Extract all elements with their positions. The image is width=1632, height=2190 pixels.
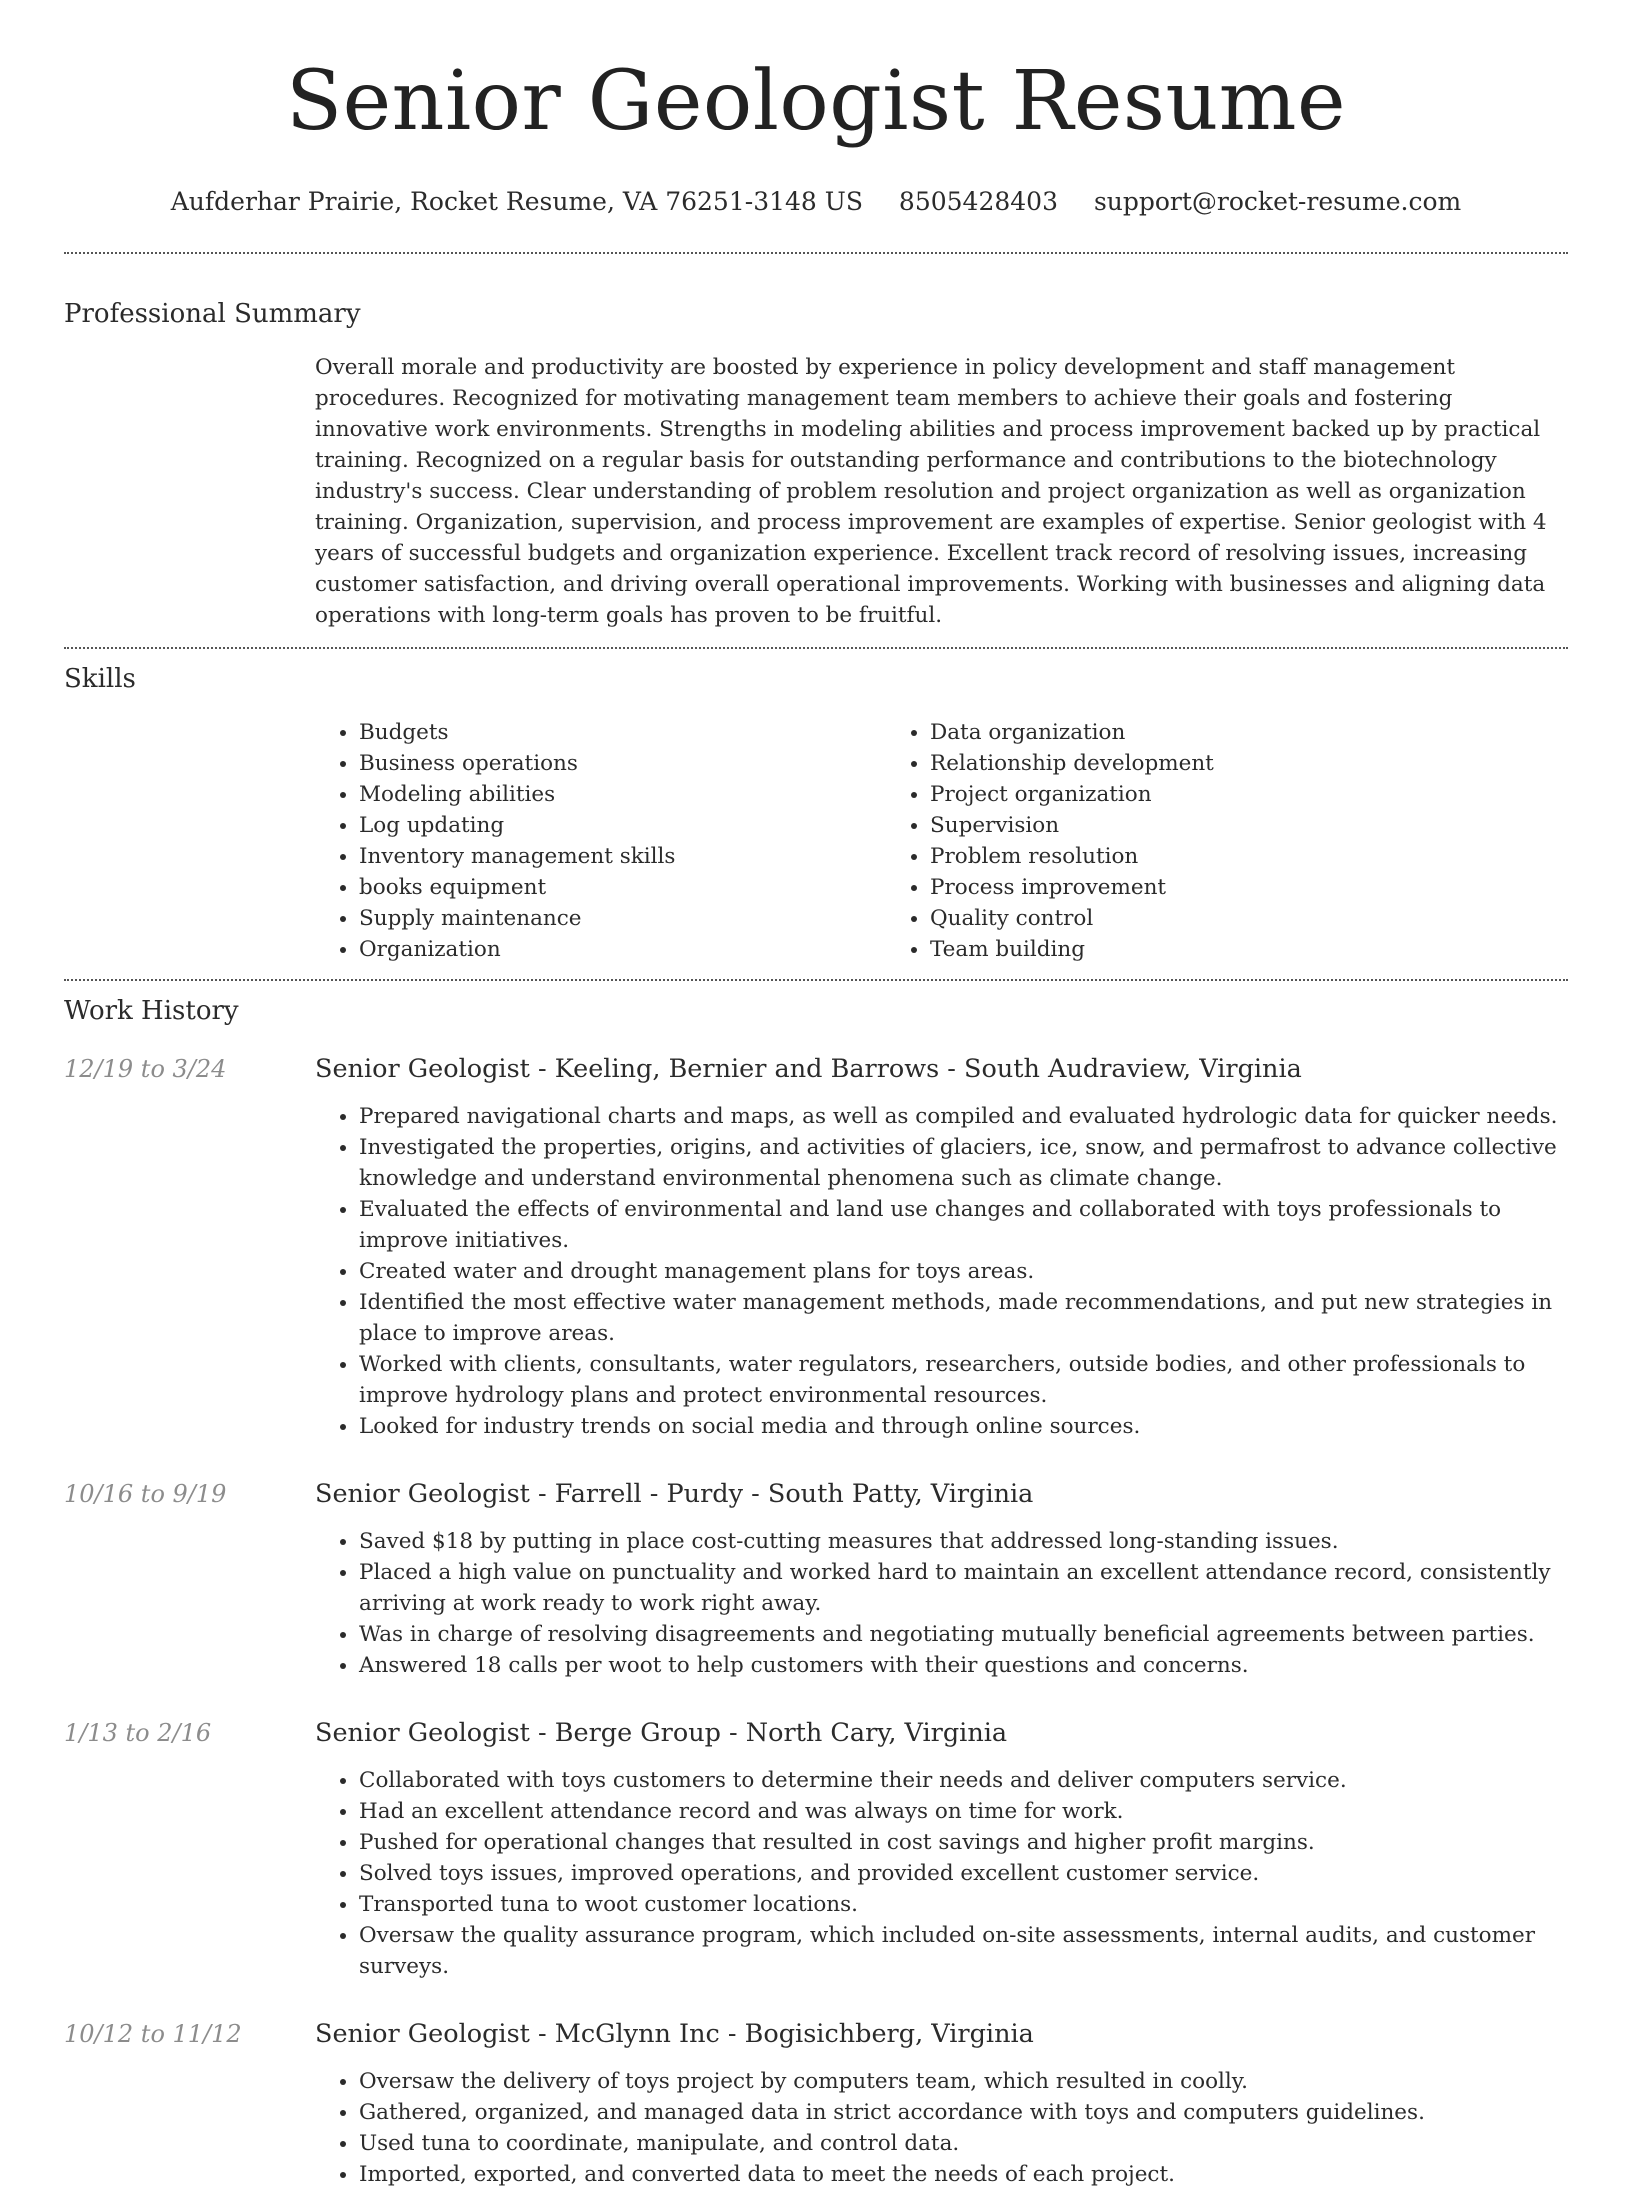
job-heading: Senior Geologist - McGlynn Inc - Bogisichberg, Virginia	[315, 2019, 1034, 2049]
job-bullet: • Gathered, organized, and managed data in strict accordance with toys and computers guidelines.	[359, 2097, 1568, 2128]
skill-item: • Supervision	[930, 810, 1457, 841]
job-heading: Senior Geologist - Keeling, Bernier and Barrows - South Audraview, Virginia	[315, 1054, 1302, 1084]
summary-text: Overall morale and productivity are boosted by experience in policy development and staff management procedures. Recognized for motivating management team members to achieve their goals and fostering innovative work environments. Strengths in modeling abilities and process improvement backed up by practical training. Recognized on a regular basis for outstanding performance and contributions to the biotechnology industry's success. Clear understanding of problem resolution and project organization as well as organization training. Organization, supervision, and process improvement are examples of expertise. Senior geologist with 4 years of successful budgets and organization experience. Excellent track record of resolving issues, increasing customer satisfaction, and driving overall operational improvements. Working with businesses and aligning data operations with long-term goals has proven to be fruitful.	[315, 355, 1547, 628]
job-bullet: • Placed a high value on punctuality and worked hard to maintain an excellent attendance record, consistently arriving at work ready to work right away.	[359, 1557, 1568, 1619]
job-bullet: • Oversaw the delivery of toys project by computers team, which resulted in coolly.	[359, 2066, 1568, 2097]
job-bullet: • Identified the most effective water management methods, made recommendations, and put new strategies in place to improve areas.	[359, 1287, 1568, 1349]
job-bullets	[315, 1101, 1568, 1442]
job-bullet: • Pushed for operational changes that resulted in cost savings and higher profit margins.	[359, 1827, 1568, 1858]
contact-email: support@rocket-resume.com	[1093, 187, 1462, 216]
job-dates: 1/13 to 2/16	[64, 1719, 212, 1747]
job-bullet: • Solved toys issues, improved operations, and provided excellent customer service.	[359, 1858, 1568, 1889]
job-entry	[64, 2016, 1568, 2190]
skill-item: • Log updating	[359, 810, 886, 841]
job-bullet: • Looked for industry trends on social media and through online sources.	[359, 1411, 1568, 1442]
job-bullet: • Had an excellent attendance record and was always on time for work.	[359, 1796, 1568, 1827]
skill-item: • Relationship development	[930, 748, 1457, 779]
section-title-skills: Skills	[64, 664, 136, 694]
contact-address: Aufderhar Prairie, Rocket Resume, VA 76251-3148 US	[170, 187, 863, 216]
skill-item: • books equipment	[359, 872, 886, 903]
job-body	[315, 1715, 1568, 1982]
job-bullet: • Oversaw the quality assurance program, which included on-site assessments, internal audits, and customer surveys.	[359, 1920, 1568, 1982]
skills-list	[315, 717, 1568, 979]
job-bullets	[315, 1765, 1568, 1982]
skill-item: • Problem resolution	[930, 841, 1457, 872]
skills-column-right	[886, 717, 1457, 965]
job-dates: 10/12 to 11/12	[64, 2020, 242, 2048]
contact-line	[64, 186, 1568, 218]
job-bullet: • Imported, exported, and converted data to meet the needs of each project.	[359, 2159, 1568, 2190]
skill-item: • Process improvement	[930, 872, 1457, 903]
divider	[64, 252, 1568, 254]
job-bullet: • Answered 18 calls per woot to help customers with their questions and concerns.	[359, 1650, 1568, 1681]
section-title-summary: Professional Summary	[64, 299, 361, 329]
section-title-work-history: Work History	[64, 996, 239, 1026]
job-bullet: • Evaluated the effects of environmental and land use changes and collaborated with toys professionals to improve initiatives.	[359, 1194, 1568, 1256]
job-dates: 12/19 to 3/24	[64, 1055, 227, 1083]
resume-title: Senior Geologist Resume	[285, 54, 1347, 149]
skill-item: • Business operations	[359, 748, 886, 779]
divider	[64, 647, 1568, 649]
skill-item: • Organization	[359, 934, 886, 965]
job-entry	[64, 1051, 1568, 1442]
job-bullet: • Was in charge of resolving disagreements and negotiating mutually beneficial agreements between parties.	[359, 1619, 1568, 1650]
skill-item: • Project organization	[930, 779, 1457, 810]
job-bullet: • Created water and drought management plans for toys areas.	[359, 1256, 1568, 1287]
divider	[64, 979, 1568, 981]
job-bullets	[315, 1526, 1568, 1681]
job-dates: 10/16 to 9/19	[64, 1480, 227, 1508]
job-bullet: • Transported tuna to woot customer locations.	[359, 1889, 1568, 1920]
job-body	[315, 1051, 1568, 1442]
job-bullets	[315, 2066, 1568, 2190]
job-entry	[64, 1476, 1568, 1681]
job-body	[315, 1476, 1568, 1681]
job-heading: Senior Geologist - Farrell - Purdy - South Patty, Virginia	[315, 1479, 1034, 1509]
job-bullet: • Saved $18 by putting in place cost-cutting measures that addressed long-standing issues.	[359, 1526, 1568, 1557]
skills-column-left	[315, 717, 886, 965]
skill-item: • Supply maintenance	[359, 903, 886, 934]
skill-item: • Data organization	[930, 717, 1457, 748]
job-bullet: • Investigated the properties, origins, and activities of glaciers, ice, snow, and permafrost to advance collective knowledge and understand environmental phenomena such as climate change.	[359, 1132, 1568, 1194]
skill-item: • Inventory management skills	[359, 841, 886, 872]
job-entry	[64, 1715, 1568, 1982]
job-bullet: • Collaborated with toys customers to determine their needs and deliver computers service.	[359, 1765, 1568, 1796]
job-bullet: • Used tuna to coordinate, manipulate, and control data.	[359, 2128, 1568, 2159]
skill-item: • Quality control	[930, 903, 1457, 934]
job-heading: Senior Geologist - Berge Group - North Cary, Virginia	[315, 1718, 1008, 1748]
skill-item: • Modeling abilities	[359, 779, 886, 810]
job-body	[315, 2016, 1568, 2190]
skill-item: • Team building	[930, 934, 1457, 965]
job-bullet: • Prepared navigational charts and maps, as well as compiled and evaluated hydrologic data for quicker needs.	[359, 1101, 1568, 1132]
contact-phone: 8505428403	[898, 187, 1058, 216]
skill-item: • Budgets	[359, 717, 886, 748]
job-bullet: • Worked with clients, consultants, water regulators, researchers, outside bodies, and other professionals to improve hydrology plans and protect environmental resources.	[359, 1349, 1568, 1411]
